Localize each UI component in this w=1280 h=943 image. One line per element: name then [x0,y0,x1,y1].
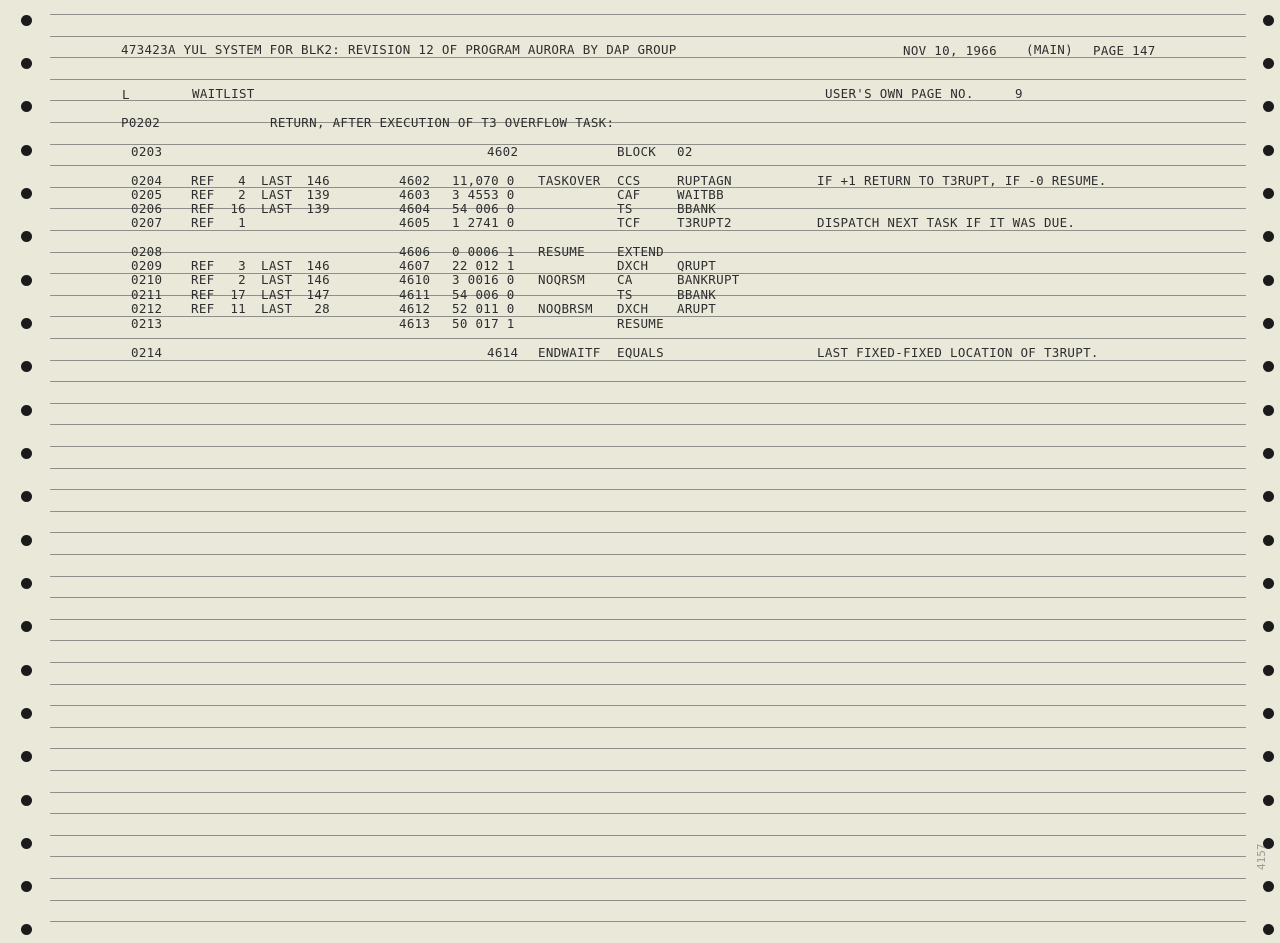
row-operand: BBANK [677,287,717,302]
ruled-line [50,446,1246,447]
ruled-line [50,662,1246,663]
row-ref: REF [191,301,215,316]
row-ref-n: 2 [238,272,246,287]
ruled-line [50,403,1246,404]
ruled-line [50,705,1246,706]
feed-hole [21,881,32,892]
row-label: NOQBRSM [538,301,593,316]
row-op: EXTEND [617,244,664,259]
row-line: 0208 [131,244,163,259]
ruled-line [50,230,1246,231]
feed-hole [21,405,32,416]
listing-context: (MAIN) [1026,42,1073,57]
margin-serial-note: 4157 [1255,843,1268,870]
feed-hole [1263,15,1274,26]
listing-page-number: PAGE 147 [1093,43,1156,58]
row-word: 11,070 0 [452,173,515,188]
row-addr: 4612 [399,301,431,316]
feed-hole [1263,751,1274,762]
ruled-line [50,835,1246,836]
feed-hole [21,15,32,26]
ruled-line [50,468,1246,469]
feed-hole [21,361,32,372]
ruled-line [50,792,1246,793]
ruled-line [50,14,1246,15]
feed-hole [21,145,32,156]
ruled-line [50,597,1246,598]
row-ref-n: 3 [238,258,246,273]
row-word: 4602 [487,144,519,159]
ruled-line [50,748,1246,749]
row-comment: DISPATCH NEXT TASK IF IT WAS DUE. [817,215,1076,230]
row-ref: REF [191,187,215,202]
listing-title: 473423A YUL SYSTEM FOR BLK2: REVISION 12 OF PROGRAM AURORA BY DAP GROUP [121,42,677,57]
row-last: LAST [261,301,293,316]
feed-hole [1263,318,1274,329]
row-addr: 4604 [399,201,431,216]
ruled-line [50,360,1246,361]
ruled-line [50,770,1246,771]
row-last-n: 146 [306,258,330,273]
ruled-line [50,122,1246,123]
row-operand: WAITBB [677,187,724,202]
row-last: LAST [261,272,293,287]
row-ref: REF [191,215,215,230]
ruled-line [50,489,1246,490]
ruled-line [50,511,1246,512]
row-ref: REF [191,201,215,216]
feed-hole [1263,881,1274,892]
feed-hole [21,578,32,589]
users-page-label: USER'S OWN PAGE NO. [825,86,974,101]
feed-hole [21,751,32,762]
ruled-line [50,856,1246,857]
ruled-line [50,640,1246,641]
row-operand: T3RUPT2 [677,215,732,230]
ruled-line [50,878,1246,879]
row-line: 0206 [131,201,163,216]
row-addr: 4603 [399,187,431,202]
ruled-line [50,554,1246,555]
row-ref: REF [191,287,215,302]
feed-hole [21,231,32,242]
row-addr: 4610 [399,272,431,287]
feed-hole [21,535,32,546]
feed-hole [21,318,32,329]
row-line: 0205 [131,187,163,202]
row-op: CCS [617,173,641,188]
row-ref-n: 16 [230,201,246,216]
ruled-line [50,921,1246,922]
ruled-line [50,813,1246,814]
row-operand: 02 [677,144,693,159]
row-last: LAST [261,287,293,302]
users-page-number: 9 [1015,86,1023,101]
feed-hole [21,275,32,286]
ruled-line [50,576,1246,577]
row-last-n: 139 [306,187,330,202]
row-last: LAST [261,173,293,188]
feed-hole [21,621,32,632]
feed-hole [1263,795,1274,806]
feed-hole [1263,578,1274,589]
row-addr: 4602 [399,173,431,188]
row-addr: 4613 [399,316,431,331]
row-label: TASKOVER [538,173,601,188]
feed-hole [21,101,32,112]
row-operand: RUPTAGN [677,173,732,188]
row-label: NOQRSM [538,272,585,287]
row-ref: REF [191,173,215,188]
row-operand: BANKRUPT [677,272,740,287]
row-label: ENDWAITF [538,345,601,360]
feed-hole [1263,665,1274,676]
row-line: 0209 [131,258,163,273]
feed-hole [21,188,32,199]
row-word: 52 011 0 [452,301,515,316]
row-last-n: 146 [306,272,330,287]
row-op: CA [617,272,633,287]
feed-hole [1263,188,1274,199]
row-word: 1 2741 0 [452,215,515,230]
row-line: 0203 [131,144,163,159]
row-word: 3 0016 0 [452,272,515,287]
feed-hole [1263,535,1274,546]
row-ref-n: 1 [238,215,246,230]
feed-hole [1263,101,1274,112]
row-addr: 4611 [399,287,431,302]
row-last-n: 139 [306,201,330,216]
ruled-line [50,727,1246,728]
ruled-line [50,619,1246,620]
row-last: LAST [261,201,293,216]
row-last-n: 146 [306,173,330,188]
row-last-n: 147 [306,287,330,302]
feed-hole [21,665,32,676]
row-word: 0 0006 1 [452,244,515,259]
feed-hole [21,795,32,806]
row-op: DXCH [617,258,649,273]
row-ref-n: 11 [230,301,246,316]
feed-hole [21,448,32,459]
feed-hole [1263,405,1274,416]
ruled-line [50,338,1246,339]
row-ref-n: 17 [230,287,246,302]
row-op: TS [617,287,633,302]
feed-hole [1263,491,1274,502]
ruled-line [50,900,1246,901]
row-ref: REF [191,272,215,287]
row-label: RESUME [538,244,585,259]
row-comment: LAST FIXED-FIXED LOCATION OF T3RUPT. [817,345,1099,360]
row-line: 0207 [131,215,163,230]
listing-date: NOV 10, 1966 [903,43,997,58]
ruled-line [50,165,1246,166]
feed-hole [1263,145,1274,156]
row-operand: ARUPT [677,301,717,316]
row-word: 3 4553 0 [452,187,515,202]
row-operand: QRUPT [677,258,717,273]
row-last: LAST [261,187,293,202]
feed-hole [1263,448,1274,459]
feed-hole [21,58,32,69]
row-addr: 4605 [399,215,431,230]
row-ref-n: 4 [238,173,246,188]
feed-hole [1263,924,1274,935]
row-last-n: 28 [314,301,330,316]
feed-hole [21,491,32,502]
feed-hole [1263,361,1274,372]
row-line: P0202 [121,115,161,130]
row-last: LAST [261,258,293,273]
row-word: 4614 [487,345,519,360]
row-op: TCF [617,215,641,230]
ruled-line [50,79,1246,80]
row-op: RESUME [617,316,664,331]
feed-hole [1263,58,1274,69]
row-ref: REF [191,258,215,273]
feed-hole [21,708,32,719]
row-free-text: RETURN, AFTER EXECUTION OF T3 OVERFLOW TASK: [270,115,615,130]
row-word: 22 012 1 [452,258,515,273]
row-word: 54 006 0 [452,287,515,302]
row-line: 0210 [131,272,163,287]
row-addr: 4606 [399,244,431,259]
row-op: CAF [617,187,641,202]
row-word: 54 006 0 [452,201,515,216]
log-section-name: WAITLIST [192,86,255,101]
feed-hole [21,924,32,935]
row-line: 0211 [131,287,163,302]
ruled-line [50,532,1246,533]
row-line: 0212 [131,301,163,316]
feed-hole [1263,231,1274,242]
feed-hole [1263,621,1274,632]
row-line: 0213 [131,316,163,331]
feed-hole [21,838,32,849]
row-operand: BBANK [677,201,717,216]
feed-hole [1263,708,1274,719]
row-line: 0204 [131,173,163,188]
row-ref-n: 2 [238,187,246,202]
row-line: 0214 [131,345,163,360]
row-op: TS [617,201,633,216]
row-comment: IF +1 RETURN TO T3RUPT, IF -0 RESUME. [817,173,1107,188]
ruled-line [50,684,1246,685]
row-op: EQUALS [617,345,664,360]
log-flag: L [122,87,130,102]
ruled-line [50,424,1246,425]
row-word: 50 017 1 [452,316,515,331]
ruled-line [50,57,1246,58]
ruled-line [50,36,1246,37]
feed-hole [1263,275,1274,286]
row-addr: 4607 [399,258,431,273]
row-op: BLOCK [617,144,657,159]
row-op: DXCH [617,301,649,316]
ruled-line [50,381,1246,382]
